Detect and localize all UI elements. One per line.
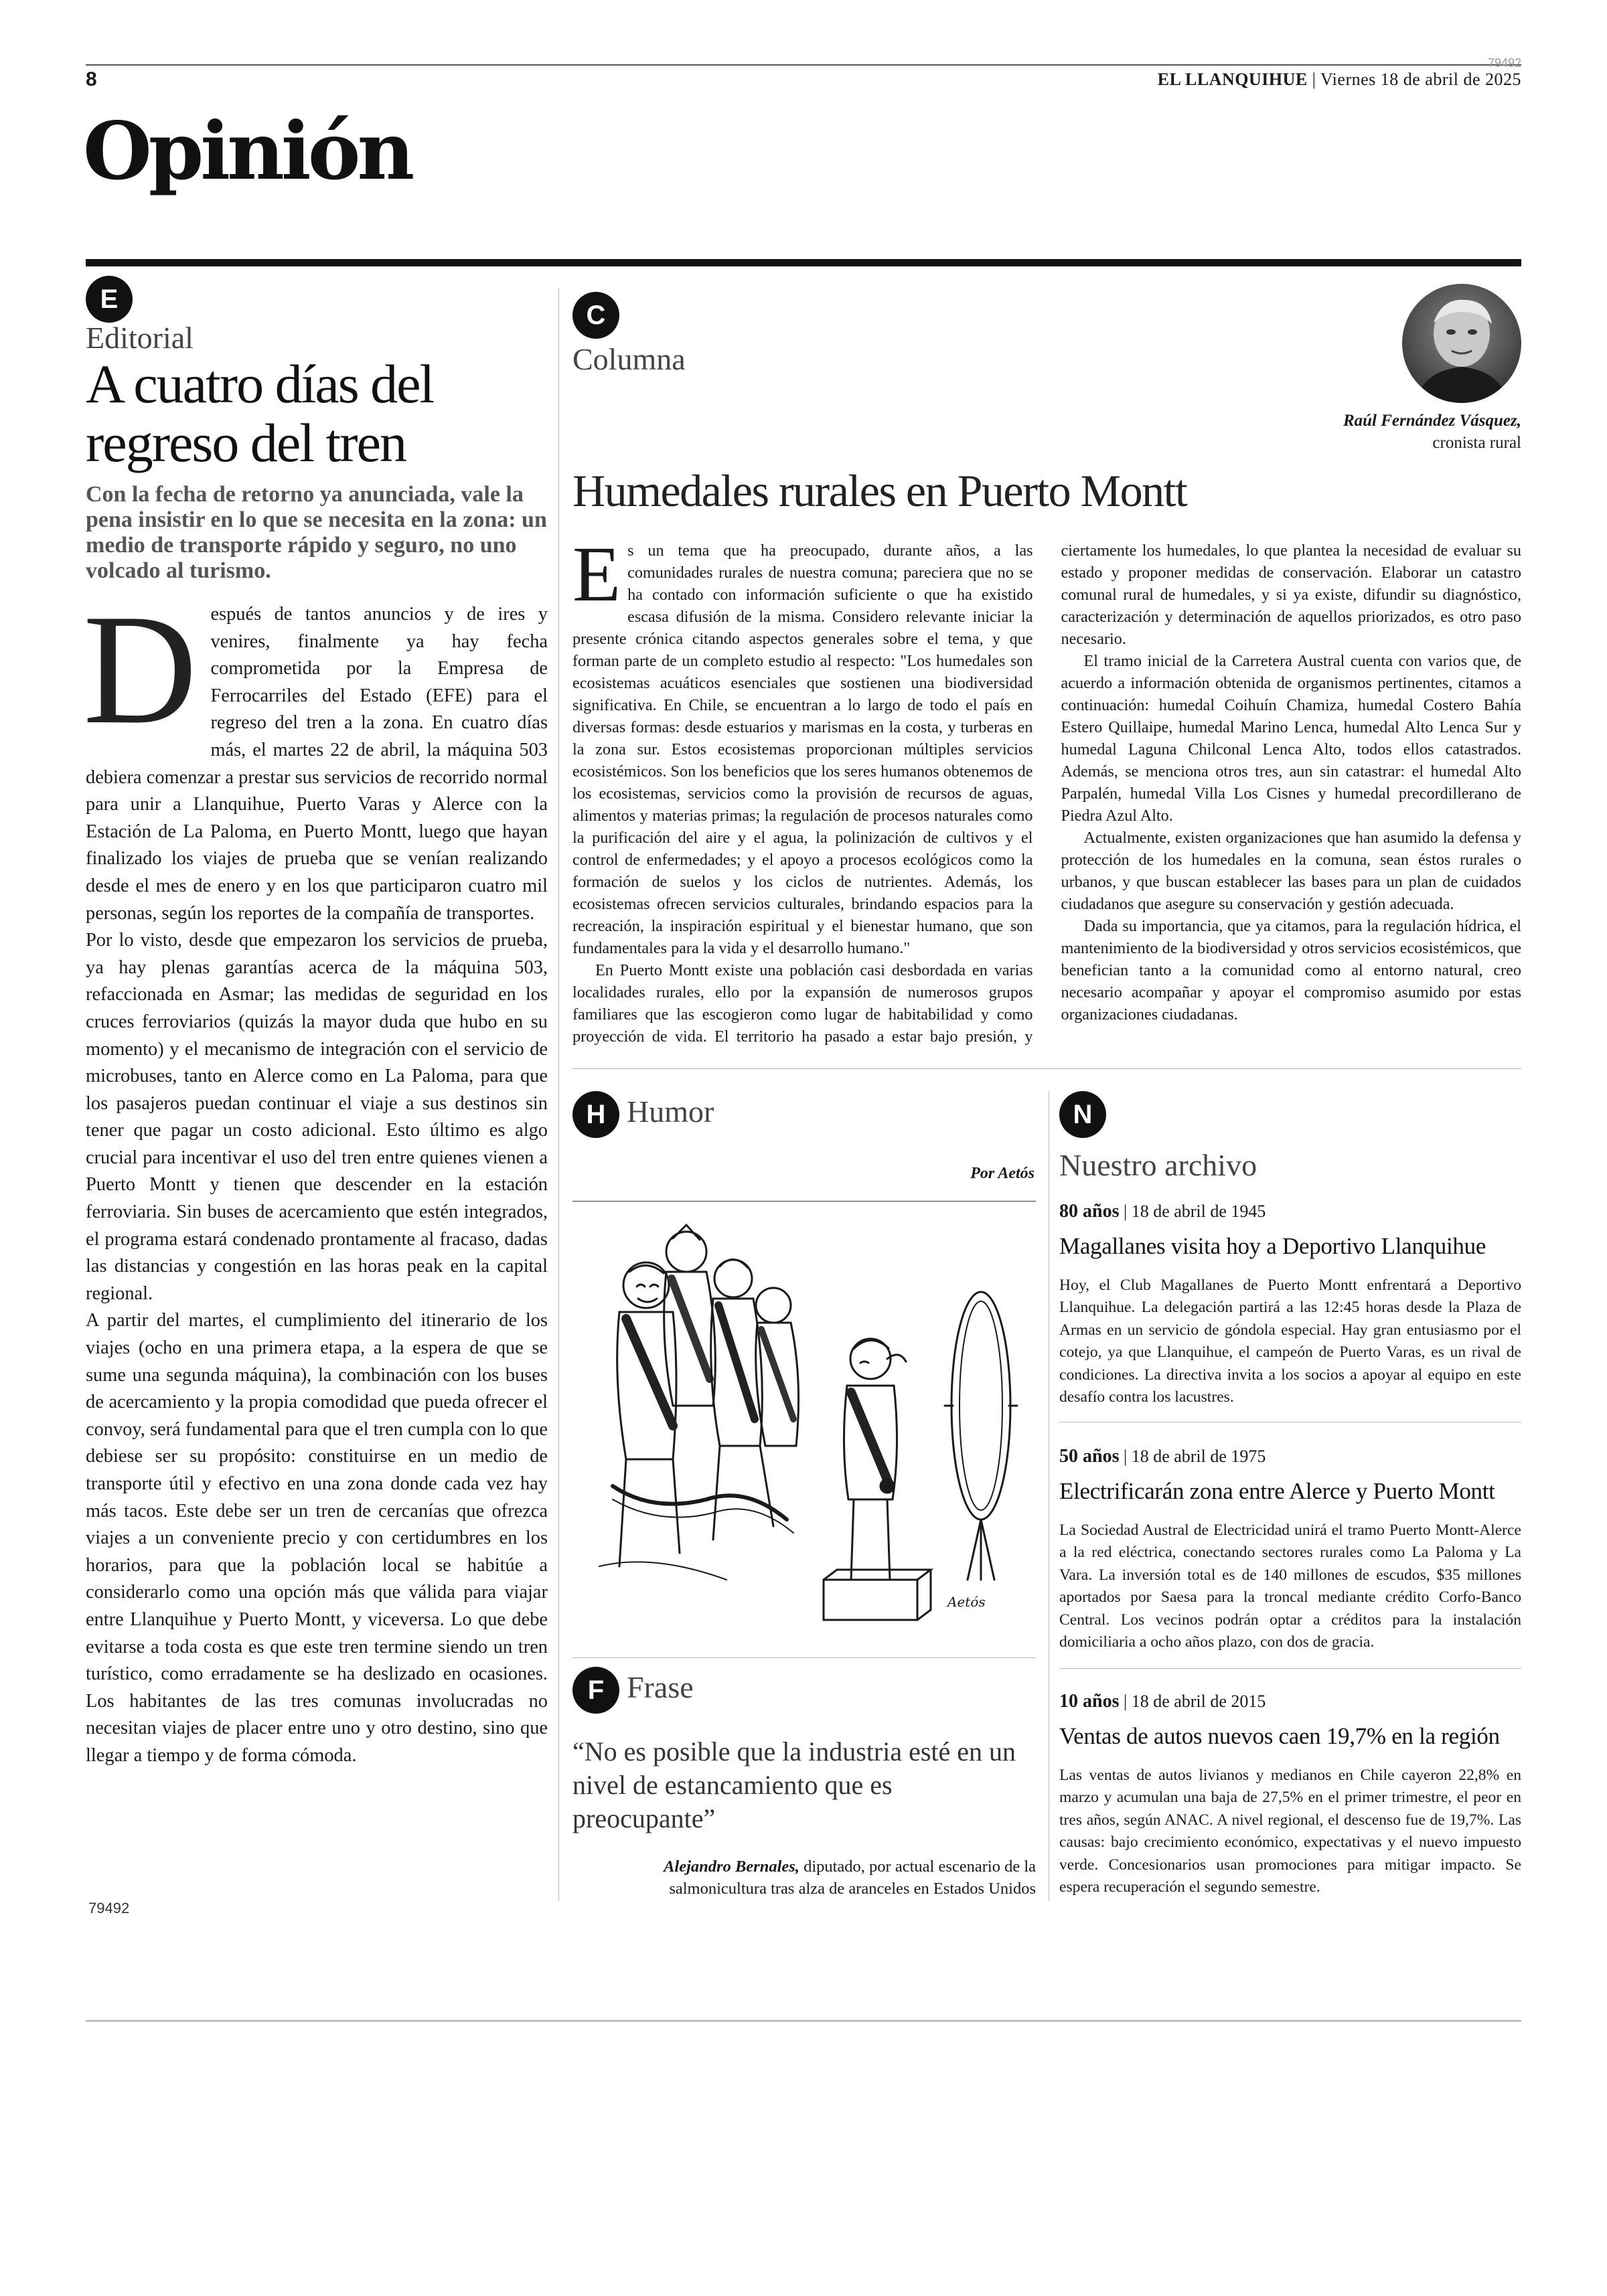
column-dropcap: E (572, 530, 621, 618)
editorial-badge-icon: E (86, 276, 133, 323)
column-headline: Humedales rurales en Puerto Montt (572, 465, 1187, 516)
column-author (1343, 410, 1521, 454)
editorial-paragraph-2: Por lo visto, desde que empezaron los servicios de prueba, ya hay plenas garantías acerca de la máquina 503, refaccionada en Asmar; las medidas de seguridad en los cruces ferroviarios (quizás la mayor duda que hubo en su momento) y el mecanismo de integración con el servicio de microbuses, tanto en Alerce como en La Paloma, para que los pasajeros puedan continuar el viaje a sus destinos sin tener que pagar un costo adicional. Esto último es algo crucial para incentivar el uso del tren entre quienes vienen a Puerto Montt y tienen que descender en la estación ferroviaria. Sin buses de acercamiento que estén integrados, el programa estará condenado prontamente al fracaso, dadas las distancias y congestión en las horas peak en la capital regional. (86, 930, 548, 1304)
editorial-body (83, 582, 548, 1886)
frase-badge-icon: F (572, 1667, 619, 1714)
archive-item-headline: Electrificarán zona entre Alerce y Puerto Montt (1059, 1478, 1495, 1504)
bottom-rule (86, 2020, 1521, 2022)
archive-item-date: 18 de abril de 1945 (1131, 1202, 1266, 1221)
archive-item-headline: Ventas de autos nuevos caen 19,7% en la región (1059, 1723, 1500, 1749)
page-number: 8 (86, 68, 97, 90)
frase-context: diputado, por actual escenario de la salmonicultura tras alza de aranceles en Estados Unidos (669, 1858, 1036, 1898)
humor-rule (572, 1201, 1036, 1202)
column-badge-icon: C (572, 292, 619, 339)
cartoon-crowd (599, 1225, 799, 1580)
archive-item-text: Hoy, el Club Magallanes de Puerto Montt enfrentará a Deportivo Llanquihue. La delegación partirá a las 12:45 horas desde la Plaza de Armas en un servicio de góndola especial. Hay gran entusiasmo por el cotejo, ya que Llanquihue, el campeón de Puerto Varas, es un rival de condiciones. La directiva invita a los socios a apoyar al equipo en este desafío contra los lacustres. (1059, 1277, 1521, 1406)
masthead (1158, 70, 1521, 90)
faded-code: 79492 (1487, 56, 1521, 70)
humor-kicker: Humor (627, 1094, 714, 1129)
archive-item-years: 10 años (1059, 1691, 1120, 1712)
archive-kicker: Nuestro archivo (1059, 1148, 1257, 1182)
frase-quote: “No es posible que la industria esté en un nivel de estancamiento que es preocupante” (572, 1736, 1016, 1833)
frase-kicker: Frase (627, 1670, 694, 1704)
column-divider (558, 288, 559, 1901)
archive-badge-icon: N (1059, 1091, 1106, 1138)
column-paragraph (572, 530, 1033, 959)
archive-item-years: 50 años (1059, 1446, 1120, 1467)
frase-attribution (572, 1856, 1036, 1900)
section-rule (86, 259, 1521, 266)
column-paragraph-2: En Puerto Montt existe una población casi desbordada en varias localidades rurales, ello por la expansión de numerosos grupos familiares que las escogieron como lugar de habitabilidad y como proyección de vida. El territorio ha pasado a estar bajo presión, y ciertamente los humedales, lo que plantea la necesidad de evaluar su estado y proponer medidas de conservación. Elaborar un catastro comunal rural de humedales, y si ya existe, difundir su diagnóstico, caracterización y determinación de aquellos priorizados, es otro paso necesario. (572, 542, 1521, 1046)
humor-byline: Por Aetós (970, 1165, 1035, 1182)
editorial-paragraph (83, 582, 548, 927)
author-photo (1402, 284, 1521, 403)
archive-item-rule (1059, 1668, 1521, 1669)
masthead-separator: | (1312, 70, 1316, 89)
editorial-kicker: Editorial (86, 321, 194, 355)
column-paragraph-5: Dada su importancia, que ya citamos, para la regulación hídrica, el mantenimiento de la biodiversidad y otros servicios ecosistémicos, que benefician tanto a la comunidad como al entorno natural, creo necesario acompañar y apoyar el compromiso asumido por estas organizaciones ciudadanas. (1061, 917, 1521, 1023)
archive-item-date: 18 de abril de 2015 (1131, 1692, 1266, 1711)
humor-bottom-rule (572, 1657, 1036, 1658)
editorial-title: A cuatro días del regreso del tren (86, 353, 434, 473)
column-bottom-rule (572, 1068, 1521, 1069)
section-title: Opinión (83, 104, 412, 197)
cartoon-man-on-pedestal (824, 1339, 931, 1620)
editorial-lead: Con la fecha de retorno ya anunciada, vale la pena insistir en lo que se necesita en la zona: un medio de transporte rápido y seguro, no uno volcado al turismo. (86, 482, 547, 583)
editorial-dropcap: D (83, 582, 198, 757)
column-paragraph-4: Actualmente, existen organizaciones que han asumido la defensa y protección de los humedales en la comuna, sean éstos rurales o urbanos, y que buscan establecer las bases para un plan de cuidados ciudadanos que asegure su conservación y gestión adecuada. (1061, 829, 1521, 913)
archive-item-dateline: 80 años | 18 de abril de 1945 (1059, 1201, 1266, 1222)
editorial-code: 79492 (88, 1900, 130, 1916)
archive-item-years: 80 años (1059, 1201, 1120, 1222)
publication-date: Viernes 18 de abril de 2025 (1320, 70, 1521, 89)
cartoon-mirror (945, 1292, 1017, 1580)
archive-item-headline: Magallanes visita hoy a Deportivo Llanquihue (1059, 1233, 1486, 1259)
editorial-paragraph-3: A partir del martes, el cumplimiento del itinerario de los viajes (ocho en una primera etapa, a la espera de que se sume una segunda máquina), la combinación con los buses de acercamiento y la propia comodidad que pueda ofrecer el convoy, será fundamental para que el tren cumpla con lo que debiese ser su propósito: constituirse en un medio de transporte útil y efectivo en una zona donde cada vez hay más tacos. Este debe ser un tren de cercanías que ofrezca viajes a un conveniente precio y con certidumbres en los horarios, para que la población local se habitúe a considerarlo como una opción más que válida para viajar entre Llanquihue y Puerto Montt, y viceversa. Lo que debe evitarse a toda costa es que este tren termine siendo un tren turístico, como erradamente se ha deslizado en ocasiones. Los habitantes de las tres comunas involucradas no necesitan viajes de placer entre uno y otro destino, sino que llegar a tiempo y de forma cómoda. (86, 1310, 548, 1766)
humor-badge-icon: H (572, 1091, 619, 1138)
archive-item-dateline: 10 años | 18 de abril de 2015 (1059, 1691, 1266, 1712)
column-kicker: Columna (572, 342, 686, 376)
archive-item-text: La Sociedad Austral de Electricidad unirá el tramo Puerto Montt-Alerce a la red eléctrica, conectando sectores rurales como La Paloma y La Vara. La inversión total es de 140 millones de escudos, $35 millones aportados por Saesa para la troncal mediante crédito Corfo-Banco Central. Los vecinos podrán optar a créditos para la instalación domiciliaria a ocho años plazo, con dos de gracia. (1059, 1522, 1521, 1651)
author-name: Raúl Fernández Vásquez, (1343, 412, 1521, 430)
publication-name: EL LLANQUIHUE (1157, 70, 1308, 89)
editorial-paragraph-1: espués de tantos anuncios y de ires y venires, finalmente ya hay fecha comprometida por la Empresa de Ferrocarriles del Estado (EFE) para el regreso del tren a la zona. En cuatro días más, el martes 22 de abril, la máquina 503 debiera comenzar a prestar sus servicios de recorrido normal para unir a Llanquihue, Puerto Varas y Alerce con la Estación de La Paloma, en Puerto Montt, luego que hayan finalizado los viajes de prueba que se venían realizando desde el mes de enero y en los que participaron cuatro mil personas, según los reportes de la compañía de transportes. (86, 604, 548, 924)
archive-item-dateline: 50 años | 18 de abril de 1975 (1059, 1446, 1266, 1467)
author-role: cronista rural (1432, 434, 1521, 452)
humor-cartoon (572, 1205, 1035, 1633)
column-paragraph-1: s un tema que ha preocupado, durante años, a las comunidades rurales de nuestra comuna; pareciera que no se ha contado con información suficiente o que ha existido escasa difusión de la misma. Considero relevante iniciar la presente crónica citando aspectos generales sobre el tema, y que forman parte de un completo estudio al respecto: "Los humedales son ecosistemas acuáticos esenciales que sostienen una biodiversidad significativa. En Chile, se encuentran a lo largo de todo el país en diversas formas: desde estuarios y marismas en la costa, y turberas en la zona sur. Estos ecosistemas proporcionan múltiples servicios ecosistémicos. Son los beneficios que los seres humanos obtenemos de los ecosistemas, servicios como la provisión de recursos de aguas, alimentos y materias primas; la regulación de procesos naturales como la purificación del aire y el agua, la polinización de cultivos y el control de enfermedades; y el apoyo a procesos ecológicos como la formación de suelos y los ciclos de nutrientes. Además, los ecosistemas ofrecen servicios culturales, brindando espacios para la recreación, la inspiración espiritual y el bienestar humano, que son fundamentales para la vida y el desarrollo humano." (572, 542, 1033, 957)
archive-item-date: 18 de abril de 1975 (1131, 1447, 1266, 1466)
archive-item-text: Las ventas de autos livianos y medianos en Chile cayeron 22,8% en marzo y acumulan una baja de 27,5% en el primer trimestre, el peor en tres años, según ANAC. A nivel regional, el descenso fue de 19,7%. Las causas: bajo crecimiento económico, expectativas y el nuevo impuesto verde. Concesionarios usan promociones para mitigar impacto. Se espera recuperación el segundo semestre. (1059, 1767, 1521, 1896)
column-body (572, 530, 1521, 1055)
column-paragraph-3: El tramo inicial de la Carretera Austral cuenta con varios que, de acuerdo a información obtenida de organismos pertinentes, citamos a continuación: humedal Coihuín Chamiza, humedal Costero Bahía Estero Quillaipe, humedal Marino Lenca, humedal Alto Lenca Sur y humedal Laguna Chilconal Lenca Alto, todos ellos catastrados. Además, se menciona otros tres, aun sin catastrar: el humedal Alto Parpalén, humedal Villa Los Cisnes y humedal precordillerano de Piedra Azul Alto. (1061, 652, 1521, 825)
frase-speaker: Alejandro Bernales, (664, 1858, 799, 1876)
cartoon-signature: Aetós (947, 1594, 986, 1610)
top-rule (86, 64, 1521, 66)
